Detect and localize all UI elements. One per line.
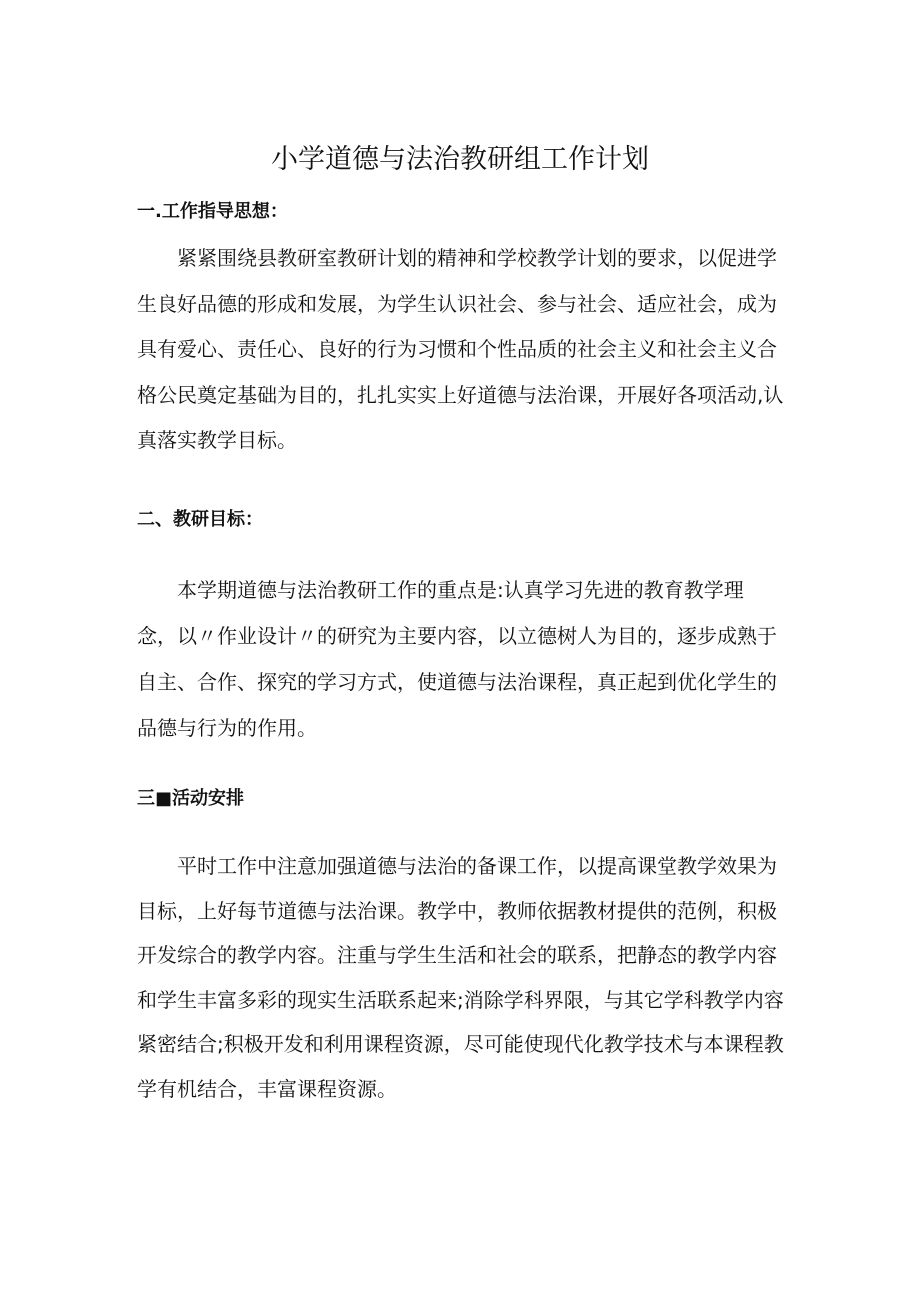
paragraph-line: 学有机结合，丰富课程资源。 <box>137 1076 397 1101</box>
paragraph-line: 紧密结合;积极开发和利用课程资源，尽可能使现代化教学技术与本课程教 <box>137 1032 784 1056</box>
paragraph-line: 自主、合作、探究的学习方式，使道德与法治课程，真正起到优化学生的 <box>137 670 777 694</box>
paragraph-line: 生良好品德的形成和发展，为学生认识社会、参与社会、适应社会，成为 <box>137 291 777 316</box>
paragraph-line: 念，以〃作业设计〃的研究为主要内容，以立德树人为目的，逐步成熟于 <box>137 624 777 648</box>
paragraph-line: 本学期道德与法治教研工作的重点是:认真学习先进的教育教学理 <box>177 578 744 602</box>
paragraph-line: 紧紧围绕县教研室教研计划的精神和学校教学计划的要求，以促进学 <box>177 246 777 270</box>
section-body-guiding-ideology <box>137 236 797 464</box>
paragraph-line: 真落实教学目标。 <box>137 428 297 452</box>
section-heading-guiding-ideology: 一.工作指导思想： <box>137 201 288 222</box>
section-body-activity-plan <box>137 844 797 1111</box>
paragraph-line: 品德与行为的作用。 <box>137 716 317 740</box>
paragraph-line: 开发综合的教学内容。注重与学生生活和社会的联系，把静态的教学内容 <box>137 943 777 967</box>
section-body-research-goals <box>137 567 797 751</box>
paragraph-line: 格公民奠定基础为目的，扎扎实实上好道德与法治课，开展好各项活动,认 <box>137 382 784 407</box>
paragraph-line: 和学生丰富多彩的现实生活联系起来;消除学科界限，与其它学科教学内容 <box>137 987 784 1012</box>
document-title: 小学道德与法治教研组工作计划 <box>271 144 649 175</box>
paragraph-line: 目标，上好每节道德与法治课。教学中，教师依据教材提供的范例，积极 <box>137 898 777 923</box>
paragraph-line: 具有爱心、责任心、良好的行为习惯和个性品质的社会主义和社会主义合 <box>137 337 777 361</box>
section-heading-activity-plan: 三■活动安排 <box>137 788 245 809</box>
section-heading-research-goals: 二、教研目标： <box>137 509 263 530</box>
paragraph-line: 平时工作中注意加强道德与法治的备课工作，以提高课堂教学效果为 <box>177 854 777 878</box>
